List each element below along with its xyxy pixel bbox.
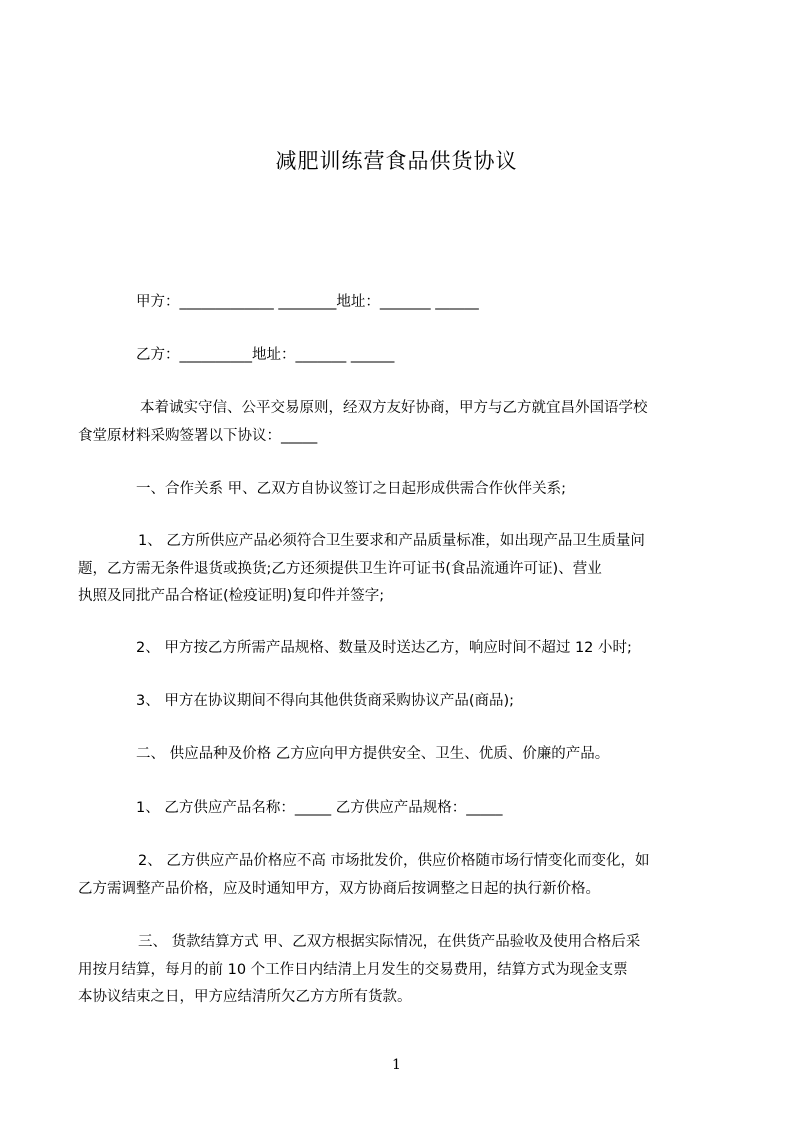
section-1-item-2: 2、 甲方按乙方所需产品规格、数量及时送达乙方，响应时间不超过 12 小时;	[136, 640, 632, 656]
section-3-line-1: 三、 货款结算方式 甲、乙双方根据实际情况，在供货产品验收及使用合格后采	[138, 934, 641, 950]
section-2-heading: 二、 供应品种及价格 乙方应向甲方提供安全、卫生、优质、价廉的产品。	[136, 746, 610, 762]
section-1-item-3: 3、 甲方在协议期间不得向其他供货商采购协议产品(商品);	[136, 693, 515, 709]
section-3-line-3: 本协议结束之日，甲方应结清所欠乙方方所有货款。	[78, 989, 412, 1005]
section-1-heading: 一、合作关系 甲、乙双方自协议签订之日起形成供需合作伙伴关系;	[136, 481, 566, 497]
intro-line-2: 食堂原材料采购签署以下协议：_____	[78, 428, 318, 444]
section-1-item-1-line-3: 执照及同批产品合格证(检疫证明)复印件并签字;	[78, 588, 385, 604]
section-1-item-1-line-2: 题，乙方需无条件退货或换货;乙方还须提供卫生许可证书(食品流通许可证)、营业	[78, 561, 602, 577]
section-1-item-1-line-1: 1、 乙方所供应产品必须符合卫生要求和产品质量标准，如出现产品卫生质量问	[138, 533, 645, 549]
section-3-line-2: 用按月结算，每月的前 10 个工作日内结清上月发生的交易费用，结算方式为现金支票	[78, 962, 628, 978]
section-2-item-1: 1、 乙方供应产品名称：_____ 乙方供应产品规格：_____	[136, 800, 503, 816]
party-a-line: 甲方：_____________ ________地址：_______ ______	[136, 294, 479, 310]
intro-line-1: 本着诚实守信、公平交易原则，经双方友好协商，甲方与乙方就宜昌外国语学校	[140, 400, 648, 416]
section-2-item-2-line-2: 乙方需调整产品价格，应及时通知甲方，双方协商后按调整之日起的执行新价格。	[78, 881, 600, 897]
party-b-line: 乙方：__________地址：_______ ______	[136, 347, 395, 363]
document-title: 减肥训练营食品供货协议	[275, 149, 518, 173]
page-number: 1	[392, 1057, 401, 1073]
section-2-item-2-line-1: 2、 乙方供应产品价格应不高 市场批发价，供应价格随市场行情变化而变化，如	[138, 853, 650, 869]
